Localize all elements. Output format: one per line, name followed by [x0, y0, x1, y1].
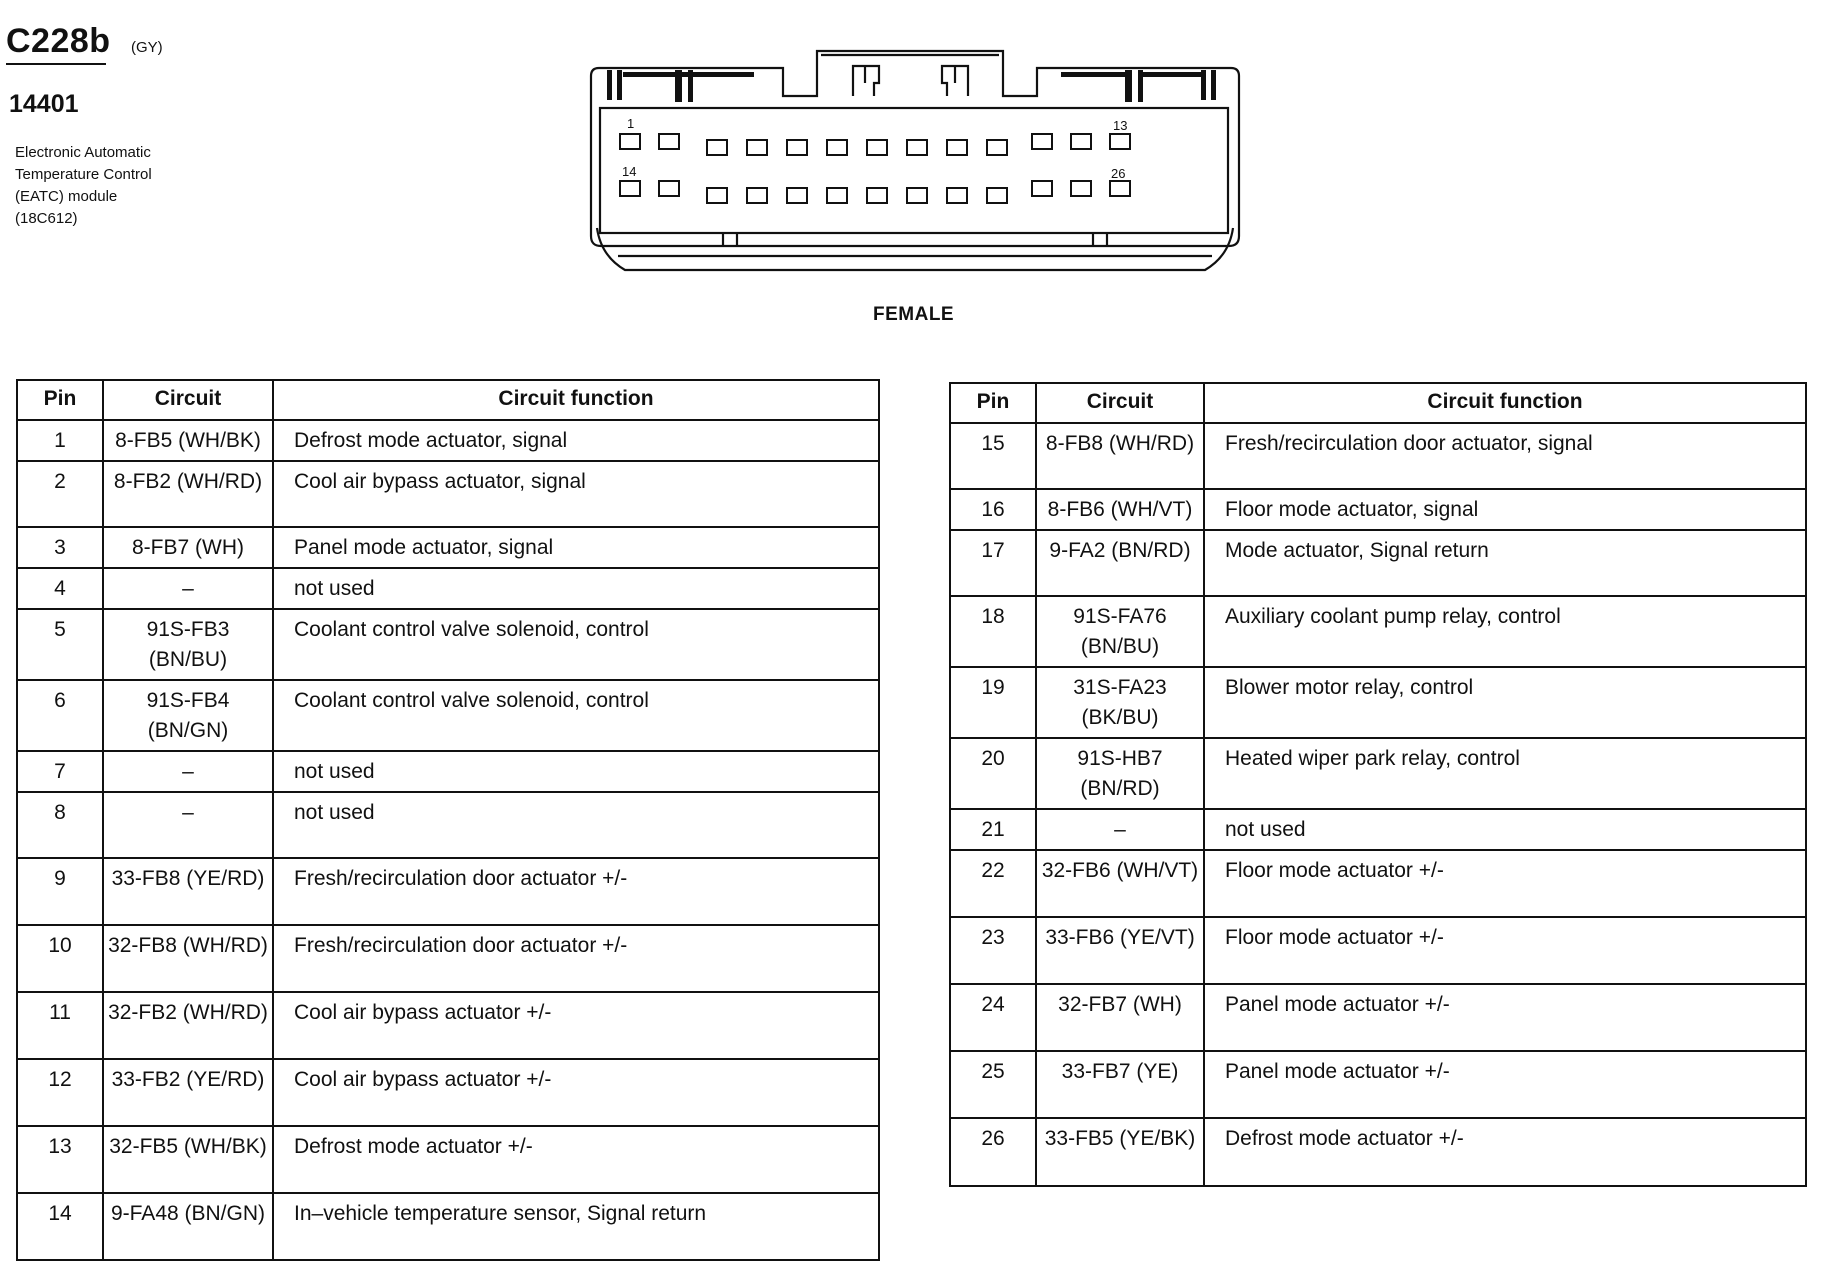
pin-cell: 22	[950, 850, 1036, 917]
connector-color: (GY)	[131, 39, 163, 56]
pin-cell: 23	[950, 917, 1036, 984]
pin-cell: 17	[950, 530, 1036, 596]
table-row	[17, 925, 879, 992]
module-description	[15, 142, 152, 230]
function-cell: Coolant control valve solenoid, control	[273, 680, 879, 751]
pin-cell: 4	[17, 568, 103, 609]
table-row	[950, 917, 1806, 984]
circuit-cell: 33-FB5 (YE/BK)	[1036, 1118, 1204, 1186]
table-row	[950, 423, 1806, 489]
table-row	[17, 1059, 879, 1126]
pin-label-14: 14	[622, 164, 637, 179]
table-row	[17, 792, 879, 858]
pin-table-right	[949, 382, 1807, 1187]
function-cell: Heated wiper park relay, control	[1204, 738, 1806, 809]
function-cell: not used	[273, 568, 879, 609]
pin-cell: 6	[17, 680, 103, 751]
circuit-cell: 8-FB6 (WH/VT)	[1036, 489, 1204, 530]
circuit-cell: 33-FB8 (YE/RD)	[103, 858, 273, 925]
header-pin: Pin	[950, 383, 1036, 423]
pin-label-13: 13	[1113, 118, 1128, 133]
pin-cell: 26	[950, 1118, 1036, 1186]
circuit-cell: 32-FB7 (WH)	[1036, 984, 1204, 1051]
circuit-cell: 91S-HB7 (BN/RD)	[1036, 738, 1204, 809]
pin-table-left	[16, 379, 880, 1261]
table-row	[950, 809, 1806, 850]
circuit-cell: 32-FB6 (WH/VT)	[1036, 850, 1204, 917]
function-cell: Defrost mode actuator, signal	[273, 420, 879, 461]
table-row	[950, 1051, 1806, 1118]
circuit-cell: 8-FB5 (WH/BK)	[103, 420, 273, 461]
header-circuit: Circuit	[1036, 383, 1204, 423]
header-function: Circuit function	[1204, 383, 1806, 423]
table-row	[950, 738, 1806, 809]
header-pin: Pin	[17, 380, 103, 420]
function-cell: not used	[273, 751, 879, 792]
circuit-cell: 91S-FA76 (BN/BU)	[1036, 596, 1204, 667]
function-cell: Mode actuator, Signal return	[1204, 530, 1806, 596]
circuit-cell: 33-FB2 (YE/RD)	[103, 1059, 273, 1126]
circuit-cell: 33-FB7 (YE)	[1036, 1051, 1204, 1118]
pin-cell: 16	[950, 489, 1036, 530]
circuit-cell: 33-FB6 (YE/VT)	[1036, 917, 1204, 984]
table-row	[950, 1118, 1806, 1186]
table-row	[950, 530, 1806, 596]
function-cell: Cool air bypass actuator +/-	[273, 1059, 879, 1126]
function-cell: Floor mode actuator +/-	[1204, 917, 1806, 984]
function-cell: Auxiliary coolant pump relay, control	[1204, 596, 1806, 667]
table-row	[950, 489, 1806, 530]
pin-cell: 15	[950, 423, 1036, 489]
function-cell: Cool air bypass actuator +/-	[273, 992, 879, 1059]
table-row	[950, 596, 1806, 667]
connector-diagram	[585, 48, 1245, 288]
circuit-cell: 32-FB5 (WH/BK)	[103, 1126, 273, 1193]
function-cell: not used	[1204, 809, 1806, 850]
table-row	[17, 1126, 879, 1193]
circuit-cell: –	[1036, 809, 1204, 850]
table-row	[950, 984, 1806, 1051]
function-cell: Coolant control valve solenoid, control	[273, 609, 879, 680]
connector-code: C228b	[6, 22, 111, 60]
pin-cell: 12	[17, 1059, 103, 1126]
header-function: Circuit function	[273, 380, 879, 420]
table-row	[17, 420, 879, 461]
connector-code-underline	[6, 63, 106, 65]
table-row	[17, 1193, 879, 1260]
pin-cell: 10	[17, 925, 103, 992]
pin-label-26: 26	[1111, 166, 1126, 181]
circuit-cell: 9-FA48 (BN/GN)	[103, 1193, 273, 1260]
circuit-cell: 91S-FB4 (BN/GN)	[103, 680, 273, 751]
pin-cell: 25	[950, 1051, 1036, 1118]
table-row	[950, 667, 1806, 738]
pin-cell: 1	[17, 420, 103, 461]
pin-cell: 11	[17, 992, 103, 1059]
description-line: (EATC) module	[15, 188, 118, 205]
table-row	[17, 858, 879, 925]
pin-cell: 2	[17, 461, 103, 527]
circuit-cell: 91S-FB3 (BN/BU)	[103, 609, 273, 680]
circuit-cell: –	[103, 751, 273, 792]
pin-cell: 7	[17, 751, 103, 792]
part-number: 14401	[9, 90, 79, 118]
function-cell: Panel mode actuator +/-	[1204, 1051, 1806, 1118]
function-cell: Floor mode actuator, signal	[1204, 489, 1806, 530]
pin-cell: 19	[950, 667, 1036, 738]
description-line: Electronic Automatic	[15, 144, 151, 161]
table-row	[17, 461, 879, 527]
table-row	[17, 609, 879, 680]
function-cell: not used	[273, 792, 879, 858]
table-row	[17, 992, 879, 1059]
function-cell: Defrost mode actuator +/-	[1204, 1118, 1806, 1186]
circuit-cell: 8-FB2 (WH/RD)	[103, 461, 273, 527]
function-cell: Fresh/recirculation door actuator, signal	[1204, 423, 1806, 489]
function-cell: Panel mode actuator +/-	[1204, 984, 1806, 1051]
description-line: Temperature Control	[15, 166, 152, 183]
circuit-cell: –	[103, 792, 273, 858]
function-cell: Fresh/recirculation door actuator +/-	[273, 858, 879, 925]
table-row	[17, 568, 879, 609]
function-cell: Cool air bypass actuator, signal	[273, 461, 879, 527]
pin-cell: 21	[950, 809, 1036, 850]
function-cell: Floor mode actuator +/-	[1204, 850, 1806, 917]
circuit-cell: 31S-FA23 (BK/BU)	[1036, 667, 1204, 738]
pin-cell: 9	[17, 858, 103, 925]
function-cell: Defrost mode actuator +/-	[273, 1126, 879, 1193]
table-row	[950, 850, 1806, 917]
pin-label-1: 1	[627, 116, 635, 131]
pin-cell: 8	[17, 792, 103, 858]
circuit-cell: 9-FA2 (BN/RD)	[1036, 530, 1204, 596]
circuit-cell: 8-FB7 (WH)	[103, 527, 273, 568]
gender-label: FEMALE	[873, 304, 955, 325]
circuit-cell: 32-FB2 (WH/RD)	[103, 992, 273, 1059]
function-cell: Blower motor relay, control	[1204, 667, 1806, 738]
table-row	[17, 751, 879, 792]
circuit-cell: 8-FB8 (WH/RD)	[1036, 423, 1204, 489]
table-row	[17, 527, 879, 568]
pin-cell: 5	[17, 609, 103, 680]
pin-cell: 14	[17, 1193, 103, 1260]
pin-cell: 13	[17, 1126, 103, 1193]
pin-cell: 18	[950, 596, 1036, 667]
function-cell: In–vehicle temperature sensor, Signal return	[273, 1193, 879, 1260]
description-line: (18C612)	[15, 210, 78, 227]
pin-cell: 20	[950, 738, 1036, 809]
pin-cell: 3	[17, 527, 103, 568]
table-row	[17, 680, 879, 751]
header-circuit: Circuit	[103, 380, 273, 420]
function-cell: Fresh/recirculation door actuator +/-	[273, 925, 879, 992]
table-header-row	[950, 383, 1806, 423]
pin-cell: 24	[950, 984, 1036, 1051]
function-cell: Panel mode actuator, signal	[273, 527, 879, 568]
circuit-cell: 32-FB8 (WH/RD)	[103, 925, 273, 992]
circuit-cell: –	[103, 568, 273, 609]
table-header-row	[17, 380, 879, 420]
